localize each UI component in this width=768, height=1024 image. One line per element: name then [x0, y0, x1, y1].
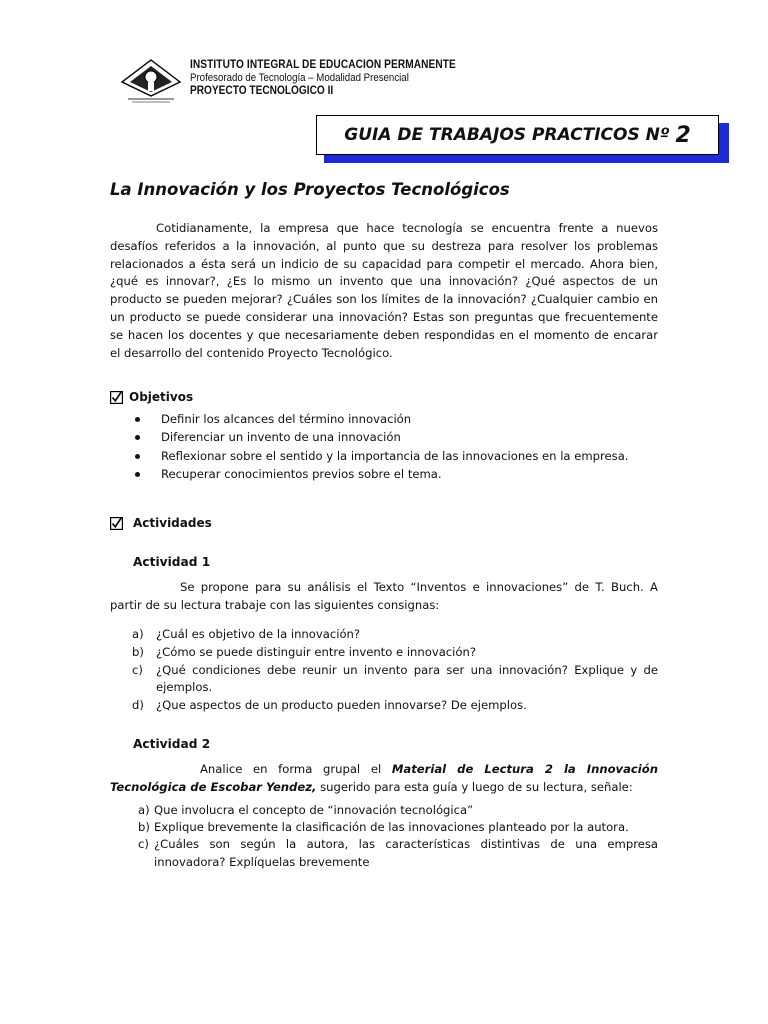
actividad-2-title: Actividad 2: [133, 737, 211, 751]
list-item: b) Explique brevemente la clasificación de las innovaciones planteado por la autora.: [138, 820, 629, 835]
actividad-2-questions: [110, 802, 658, 871]
list-item: Definir los alcances del término innovación: [110, 410, 658, 428]
objetivos-list: [110, 410, 658, 483]
page-heading: La Innovación y los Proyectos Tecnológicos: [110, 180, 510, 199]
checkbox-checked-icon: [110, 391, 123, 404]
guide-title: GUIA DE TRABAJOS PRACTICOS Nº: [344, 125, 670, 145]
actividad-1-title: Actividad 1: [133, 555, 211, 569]
guide-title-box: [316, 115, 719, 155]
institute-name: INSTITUTO INTEGRAL DE EDUCACION PERMANENTE: [190, 59, 456, 71]
actividad-2-intro: Analice en forma grupal el Material de Lectura 2 la Innovación Tecnológica de Escobar Yendez, sugerido para esta guía y luego de su lectura, señale:: [110, 762, 658, 794]
institute-logo: [118, 56, 184, 106]
reading-material-title: Material de Lectura 2 la Innovación Tecnológica de Escobar Yendez,: [110, 762, 658, 794]
list-item: d) ¿Que aspectos de un producto pueden innovarse? De ejemplos.: [132, 698, 527, 713]
program-name: Profesorado de Tecnología – Modalidad Presencial: [190, 72, 409, 85]
list-item: c) ¿Qué condiciones debe reunir un invento para ser una innovación? Explique y de ejemplos.: [132, 662, 658, 695]
guide-number: 2: [675, 122, 691, 148]
actividad-1-intro: Se propone para su análisis el Texto “Inventos e innovaciones” de T. Buch. A partir de su lectura trabaje con las siguientes consignas:: [110, 580, 658, 612]
list-item: c) ¿Cuáles son según la autora, las características distintivas de una empresa innovadora? Explíquelas brevemente: [138, 837, 658, 869]
actividad-1-questions: [110, 626, 658, 715]
objetivos-label: Objetivos: [129, 390, 194, 404]
list-item: b) ¿Cómo se puede distinguir entre invento e innovación?: [132, 644, 476, 659]
institute-header: [190, 59, 492, 98]
list-item: Diferenciar un invento de una innovación: [110, 428, 658, 446]
list-item: a) Que involucra el concepto de “innovación tecnológica”: [138, 803, 474, 817]
actividades-section-title: [110, 516, 212, 530]
list-item: Reflexionar sobre el sentido y la importancia de las innovaciones en la empresa.: [110, 447, 658, 465]
project-name: PROYECTO TECNOLOGICO II: [190, 84, 334, 97]
intro-paragraph: Cotidianamente, la empresa que hace tecnología se encuentra frente a nuevos desafíos referidos a la innovación, al punto que su destreza para resolver los problemas relacionados a ésta será un indicio de su capacidad para competir el mercado. Ahora bien, ¿qué es innovar?, ¿Es lo mismo un invento que una innovación? ¿Qué aspectos de un producto se pueden mejorar? ¿Cuáles son los límites de la innovación? ¿Cualquier cambio en un producto se puede considerar una innovación? Estas son preguntas que frecuentemente se hacen los docentes y que necesariamente deben respondidas en el momento de encarar el desarrollo del contenido Proyecto Tecnológico.: [110, 221, 658, 360]
checkbox-checked-icon: [110, 517, 123, 530]
list-item: a) ¿Cuál es objetivo de la innovación?: [132, 627, 361, 641]
list-item: Recuperar conocimientos previos sobre el tema.: [110, 465, 658, 483]
actividades-label: Actividades: [133, 516, 212, 530]
objetivos-section-title: [110, 390, 193, 404]
